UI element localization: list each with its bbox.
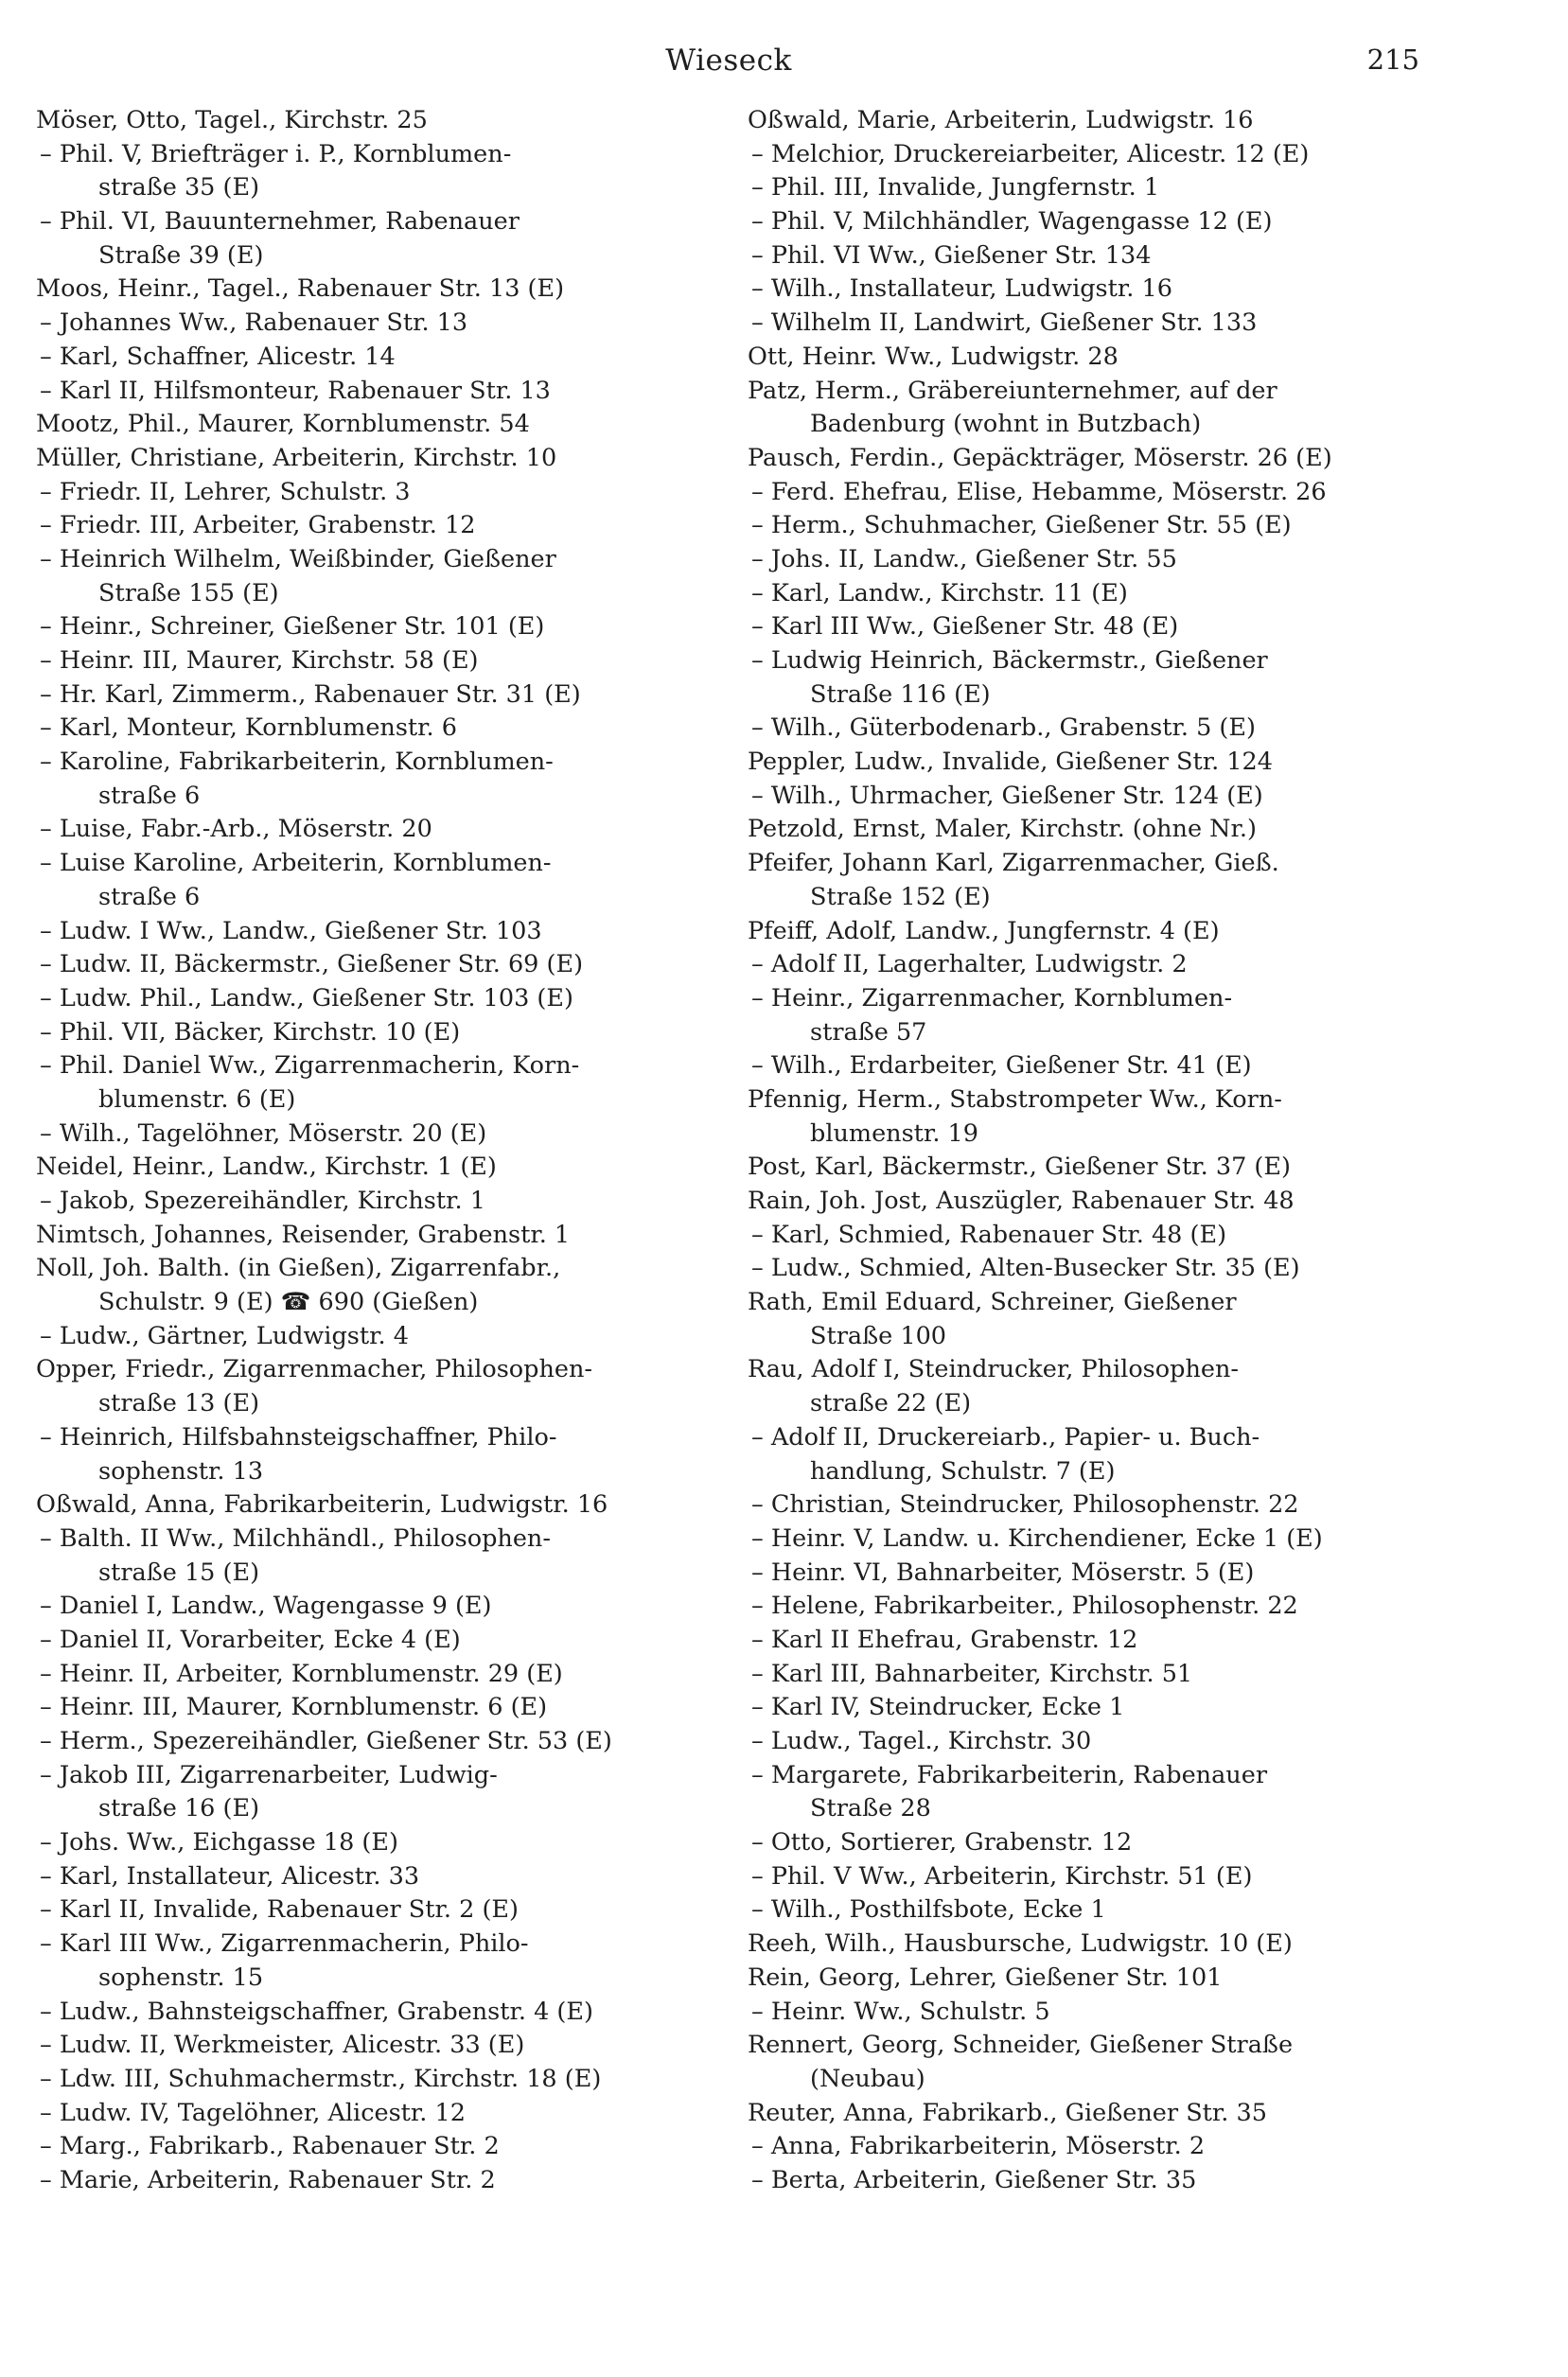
entry-continuation: Straße 116 (E): [810, 679, 991, 709]
sub-entry: – Heinr. II, Arbeiter, Kornblumenstr. 29 (E): [40, 1659, 563, 1688]
sub-entry: – Ludw. I Ww., Landw., Gießener Str. 103: [40, 916, 542, 945]
sub-entry: – Friedr. III, Arbeiter, Grabenstr. 12: [40, 511, 476, 540]
left-column: [36, 104, 704, 2198]
sub-entry: – Marie, Arbeiterin, Rabenauer Str. 2: [40, 2165, 496, 2194]
sub-entry: – Karl II, Hilfsmonteur, Rabenauer Str. 13: [40, 376, 551, 405]
sub-entry: – Wilh., Güterbodenarb., Grabenstr. 5 (E): [751, 713, 1256, 743]
sub-entry: – Karl, Monteur, Kornblumenstr. 6: [40, 713, 457, 743]
sub-entry: – Daniel I, Landw., Wagengasse 9 (E): [40, 1592, 492, 1621]
directory-entry: Oßwald, Anna, Fabrikarbeiterin, Ludwigstr. 16: [36, 1490, 608, 1520]
directory-entry: Rau, Adolf I, Steindrucker, Philosophen-: [748, 1355, 1240, 1384]
directory-entry: Mootz, Phil., Maurer, Kornblumenstr. 54: [36, 410, 530, 439]
sub-entry: – Karl III Ww., Zigarrenmacherin, Philo-: [40, 1929, 529, 1959]
entry-continuation: Straße 39 (E): [98, 240, 264, 270]
sub-entry: – Phil. VII, Bäcker, Kirchstr. 10 (E): [40, 1017, 461, 1047]
sub-entry: – Hr. Karl, Zimmerm., Rabenauer Str. 31 (E): [40, 679, 581, 709]
directory-entry: Pfeiff, Adolf, Landw., Jungfernstr. 4 (E): [748, 916, 1220, 945]
sub-entry: – Heinr. III, Maurer, Kirchstr. 58 (E): [40, 646, 479, 675]
running-head: Wieseck: [665, 44, 792, 78]
sub-entry: – Karl III, Bahnarbeiter, Kirchstr. 51: [751, 1659, 1193, 1688]
entry-continuation: Straße 152 (E): [810, 882, 991, 911]
sub-entry: – Daniel II, Vorarbeiter, Ecke 4 (E): [40, 1625, 461, 1654]
entry-continuation: straße 22 (E): [810, 1389, 972, 1418]
sub-entry: – Balth. II Ww., Milchhändl., Philosophen-: [40, 1523, 551, 1553]
sub-entry: – Heinrich Wilhelm, Weißbinder, Gießener: [40, 544, 556, 573]
sub-entry: – Friedr. II, Lehrer, Schulstr. 3: [40, 477, 411, 506]
directory-entry: Möser, Otto, Tagel., Kirchstr. 25: [36, 106, 428, 134]
sub-entry: – Wilh., Installateur, Ludwigstr. 16: [751, 274, 1172, 304]
sub-entry: – Karl III Ww., Gießener Str. 48 (E): [751, 612, 1179, 642]
page-header: [38, 44, 1419, 91]
entry-continuation: sophenstr. 13: [98, 1456, 264, 1486]
page-number: 215: [1366, 44, 1419, 76]
directory-entry: Rein, Georg, Lehrer, Gießener Str. 101: [748, 1963, 1223, 1992]
sub-entry: – Melchior, Druckereiarbeiter, Alicestr. 12 (E): [751, 139, 1310, 168]
sub-entry: – Wilh., Posthilfsbote, Ecke 1: [751, 1895, 1106, 1925]
sub-entry: – Karl, Schmied, Rabenauer Str. 48 (E): [751, 1220, 1227, 1249]
sub-entry: – Ludw. Phil., Landw., Gießener Str. 103 (E): [40, 983, 573, 1012]
sub-entry: – Karl II, Invalide, Rabenauer Str. 2 (E): [40, 1895, 519, 1925]
directory-entry: Moos, Heinr., Tagel., Rabenauer Str. 13 (E): [36, 274, 565, 304]
sub-entry: – Luise Karoline, Arbeiterin, Kornblumen-: [40, 849, 552, 878]
sub-entry: – Anna, Fabrikarbeiterin, Möserstr. 2: [751, 2132, 1206, 2161]
sub-entry: – Wilh., Tagelöhner, Möserstr. 20 (E): [40, 1118, 487, 1148]
sub-entry: – Luise, Fabr.-Arb., Möserstr. 20: [40, 815, 432, 844]
sub-entry: – Heinr. V, Landw. u. Kirchendiener, Ecke 1 (E): [751, 1523, 1323, 1553]
entry-continuation: (Neubau): [810, 2064, 925, 2093]
sub-entry: – Johannes Ww., Rabenauer Str. 13: [40, 308, 468, 338]
sub-entry: – Ludw. II, Werkmeister, Alicestr. 33 (E): [40, 2031, 525, 2060]
sub-entry: – Adolf II, Lagerhalter, Ludwigstr. 2: [751, 950, 1188, 979]
sub-entry: – Phil. V, Milchhändler, Wagengasse 12 (E): [751, 207, 1273, 237]
sub-entry: – Heinr. III, Maurer, Kornblumenstr. 6 (E): [40, 1693, 548, 1722]
entry-continuation: Straße 155 (E): [98, 578, 279, 607]
directory-entry: Pausch, Ferdin., Gepäckträger, Möserstr. 26 (E): [748, 443, 1332, 472]
sub-entry: – Wilhelm II, Landwirt, Gießener Str. 133: [751, 308, 1258, 338]
sub-entry: – Karl, Landw., Kirchstr. 11 (E): [751, 578, 1128, 607]
directory-entry: Neidel, Heinr., Landw., Kirchstr. 1 (E): [36, 1153, 497, 1182]
sub-entry: – Karl II Ehefrau, Grabenstr. 12: [751, 1625, 1138, 1654]
sub-entry: – Herm., Spezereihändler, Gießener Str. 53 (E): [40, 1727, 612, 1755]
sub-entry: – Ludwig Heinrich, Bäckermstr., Gießener: [751, 646, 1268, 675]
sub-entry: – Phil. III, Invalide, Jungfernstr. 1: [751, 173, 1160, 202]
sub-entry: – Ludw., Gärtner, Ludwigstr. 4: [40, 1321, 409, 1350]
sub-entry: – Margarete, Fabrikarbeiterin, Rabenauer: [751, 1760, 1268, 1789]
sub-entry: – Karl IV, Steindrucker, Ecke 1: [751, 1693, 1125, 1722]
directory-entry: Rennert, Georg, Schneider, Gießener Straße: [748, 2031, 1294, 2060]
sub-entry: – Ferd. Ehefrau, Elise, Hebamme, Möserstr. 26: [751, 477, 1327, 506]
entry-continuation: straße 57: [810, 1017, 927, 1047]
directory-entry: Opper, Friedr., Zigarrenmacher, Philosophen-: [36, 1355, 593, 1384]
sub-entry: – Heinrich, Hilfsbahnsteigschaffner, Philo-: [40, 1422, 557, 1452]
directory-entry: Ott, Heinr. Ww., Ludwigstr. 28: [748, 342, 1119, 371]
directory-entry: Post, Karl, Bäckermstr., Gießener Str. 37 (E): [748, 1153, 1291, 1182]
entry-continuation: straße 6: [98, 781, 201, 810]
directory-entry: Patz, Herm., Gräbereiunternehmer, auf der: [748, 376, 1277, 405]
sub-entry: – Heinr., Zigarrenmacher, Kornblumen-: [751, 983, 1233, 1012]
right-column: [748, 104, 1425, 2198]
entry-continuation: blumenstr. 19: [810, 1118, 978, 1148]
sub-entry: – Wilh., Erdarbeiter, Gießener Str. 41 (E): [751, 1051, 1252, 1081]
sub-entry: – Ludw., Schmied, Alten-Busecker Str. 35 (E): [751, 1254, 1300, 1283]
sub-entry: – Ludw. IV, Tagelöhner, Alicestr. 12: [40, 2098, 466, 2127]
directory-entry: Pfeifer, Johann Karl, Zigarrenmacher, Gieß.: [748, 849, 1279, 878]
entry-continuation: sophenstr. 15: [98, 1963, 264, 1992]
sub-entry: – Karl, Schaffner, Alicestr. 14: [40, 342, 396, 371]
directory-entry: Rath, Emil Eduard, Schreiner, Gießener: [748, 1288, 1237, 1317]
entry-continuation: straße 13 (E): [98, 1389, 260, 1418]
sub-entry: – Helene, Fabrikarbeiter., Philosophenstr. 22: [751, 1592, 1298, 1621]
entry-continuation: handlung, Schulstr. 7 (E): [810, 1456, 1116, 1486]
sub-entry: – Marg., Fabrikarb., Rabenauer Str. 2: [40, 2132, 500, 2161]
sub-entry: – Berta, Arbeiterin, Gießener Str. 35: [751, 2165, 1197, 2194]
sub-entry: – Ludw., Bahnsteigschaffner, Grabenstr. 4 (E): [40, 1997, 593, 2026]
sub-entry: – Adolf II, Druckereiarb., Papier- u. Buch-: [751, 1422, 1260, 1452]
sub-entry: – Phil. Daniel Ww., Zigarrenmacherin, Korn-: [40, 1051, 580, 1081]
directory-entry: Noll, Joh. Balth. (in Gießen), Zigarrenfabr.,: [36, 1254, 561, 1283]
sub-entry: – Phil. V, Briefträger i. P., Kornblumen-: [40, 139, 512, 168]
sub-entry: – Johs. II, Landw., Gießener Str. 55: [751, 544, 1177, 573]
entry-continuation: Badenburg (wohnt in Butzbach): [810, 410, 1202, 439]
directory-entry: Oßwald, Marie, Arbeiterin, Ludwigstr. 16: [748, 106, 1254, 134]
sub-entry: – Phil. VI, Bauunternehmer, Rabenauer: [40, 207, 520, 237]
sub-entry: – Heinr. VI, Bahnarbeiter, Möserstr. 5 (E): [751, 1558, 1255, 1587]
entry-continuation: Schulstr. 9 (E) ☎ 690 (Gießen): [98, 1288, 479, 1317]
directory-entry: Rain, Joh. Jost, Auszügler, Rabenauer Str. 48: [748, 1187, 1295, 1215]
sub-entry: – Ludw. II, Bäckermstr., Gießener Str. 69 (E): [40, 950, 584, 979]
sub-entry: – Ldw. III, Schuhmachermstr., Kirchstr. 18 (E): [40, 2064, 602, 2093]
entry-continuation: Straße 100: [810, 1321, 947, 1350]
sub-entry: – Heinr. Ww., Schulstr. 5: [751, 1997, 1050, 2026]
directory-entry: Reuter, Anna, Fabrikarb., Gießener Str. 35: [748, 2098, 1267, 2127]
entry-continuation: straße 6: [98, 882, 201, 911]
sub-entry: – Herm., Schuhmacher, Gießener Str. 55 (E): [751, 511, 1292, 540]
sub-entry: – Jakob III, Zigarrenarbeiter, Ludwig-: [40, 1760, 498, 1789]
entry-continuation: blumenstr. 6 (E): [98, 1084, 296, 1114]
directory-entry: Peppler, Ludw., Invalide, Gießener Str. 124: [748, 748, 1273, 777]
directory-entry: Nimtsch, Johannes, Reisender, Grabenstr. 1: [36, 1220, 571, 1249]
sub-entry: – Karl, Installateur, Alicestr. 33: [40, 1861, 420, 1891]
sub-entry: – Heinr., Schreiner, Gießener Str. 101 (E): [40, 612, 545, 642]
entry-continuation: straße 15 (E): [98, 1558, 260, 1587]
sub-entry: – Johs. Ww., Eichgasse 18 (E): [40, 1828, 398, 1858]
sub-entry: – Jakob, Spezereihändler, Kirchstr. 1: [40, 1187, 485, 1215]
directory-entry: Pfennig, Herm., Stabstrompeter Ww., Korn-: [748, 1084, 1282, 1114]
entry-continuation: Straße 28: [810, 1794, 931, 1823]
sub-entry: – Wilh., Uhrmacher, Gießener Str. 124 (E): [751, 781, 1263, 810]
sub-entry: – Ludw., Tagel., Kirchstr. 30: [751, 1727, 1092, 1755]
directory-entry: Petzold, Ernst, Maler, Kirchstr. (ohne Nr.): [748, 815, 1257, 844]
entry-continuation: straße 35 (E): [98, 173, 260, 202]
directory-entry: Reeh, Wilh., Hausbursche, Ludwigstr. 10 (E): [748, 1929, 1293, 1959]
sub-entry: – Otto, Sortierer, Grabenstr. 12: [751, 1828, 1133, 1858]
directory-entry: Müller, Christiane, Arbeiterin, Kirchstr. 10: [36, 443, 557, 472]
sub-entry: – Karoline, Fabrikarbeiterin, Kornblumen-: [40, 748, 554, 777]
sub-entry: – Phil. VI Ww., Gießener Str. 134: [751, 240, 1152, 270]
sub-entry: – Phil. V Ww., Arbeiterin, Kirchstr. 51 (E): [751, 1861, 1253, 1891]
sub-entry: – Christian, Steindrucker, Philosophenstr. 22: [751, 1490, 1299, 1520]
entry-continuation: straße 16 (E): [98, 1794, 260, 1823]
